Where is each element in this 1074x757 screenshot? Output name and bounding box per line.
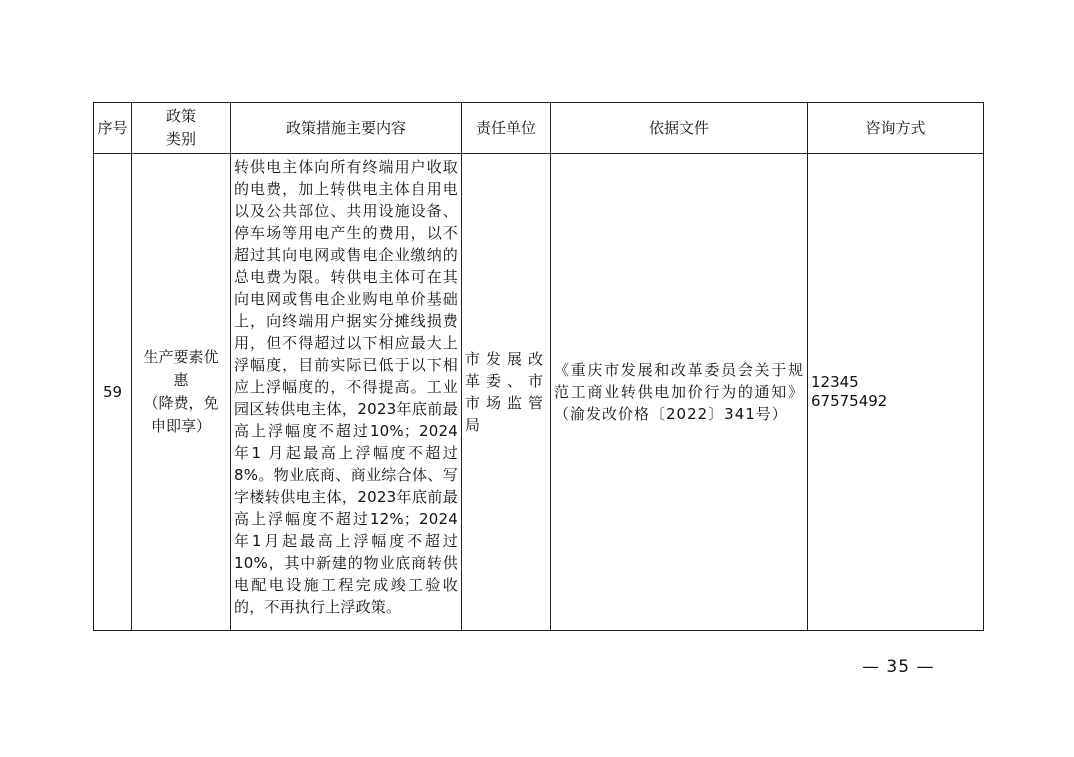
header-category-line1: 政策	[165, 107, 196, 125]
row-basis-document	[551, 154, 808, 631]
category-line3: （降费，免	[143, 394, 219, 412]
row-serial-number: 59	[94, 154, 132, 631]
header-basis-document: 依据文件	[551, 103, 808, 154]
category-line4: 申即享）	[150, 417, 211, 435]
row-policy-content	[231, 154, 462, 631]
table-header-row	[94, 103, 984, 154]
basis-document-text: 《重庆市发展和改革委员会关于规范工商业转供电加价行为的通知》（渝发改价格〔2022〕341号）	[554, 361, 804, 423]
category-line2: 惠	[173, 371, 189, 389]
row-policy-category	[132, 154, 231, 631]
category-line1: 生产要素优	[143, 348, 219, 366]
policy-content-text: 转供电主体向所有终端用户收取的电费，加上转供电主体自用电以及公共部位、共用设施设备、停车场等用电产生的费用，以不超过其向电网或售电企业缴纳的总电费为限。转供电主体可在其向电网或售电企业购电单价基础上，向终端用户据实分摊线损费用，但不得超过以下相应最大上浮幅度，目前实际已低于以下相应上浮幅度的，不得提高。工业园区转供电主体，2023年底前最高上浮幅度不超过10%；2024年1 月起最高上浮幅度不超过8%。物业底商、商业综合体、写字楼转供电主体，2023年底前最高上浮幅度不超过12%；2024年1月起最高上浮幅度不超过10%，其中新建的物业底商转供电配电设施工程完成竣工验收的，不再执行上浮政策。	[234, 158, 458, 616]
contact-phone: 67575492	[811, 392, 888, 410]
header-category-line2: 类别	[165, 130, 196, 148]
page-number: — 35 —	[862, 657, 935, 677]
policy-table	[93, 102, 984, 631]
header-contact-method: 咨询方式	[808, 103, 984, 154]
row-contact-method	[808, 154, 984, 631]
row-responsible-unit	[462, 154, 551, 631]
responsible-unit-text: 市发展改革委、市市场监管局	[465, 350, 547, 434]
header-policy-content: 政策措施主要内容	[231, 103, 462, 154]
header-serial-number: 序号	[94, 103, 132, 154]
header-policy-category	[132, 103, 231, 154]
contact-hotline: 12345	[811, 373, 859, 391]
header-responsible-unit: 责任单位	[462, 103, 551, 154]
table-row	[94, 154, 984, 631]
